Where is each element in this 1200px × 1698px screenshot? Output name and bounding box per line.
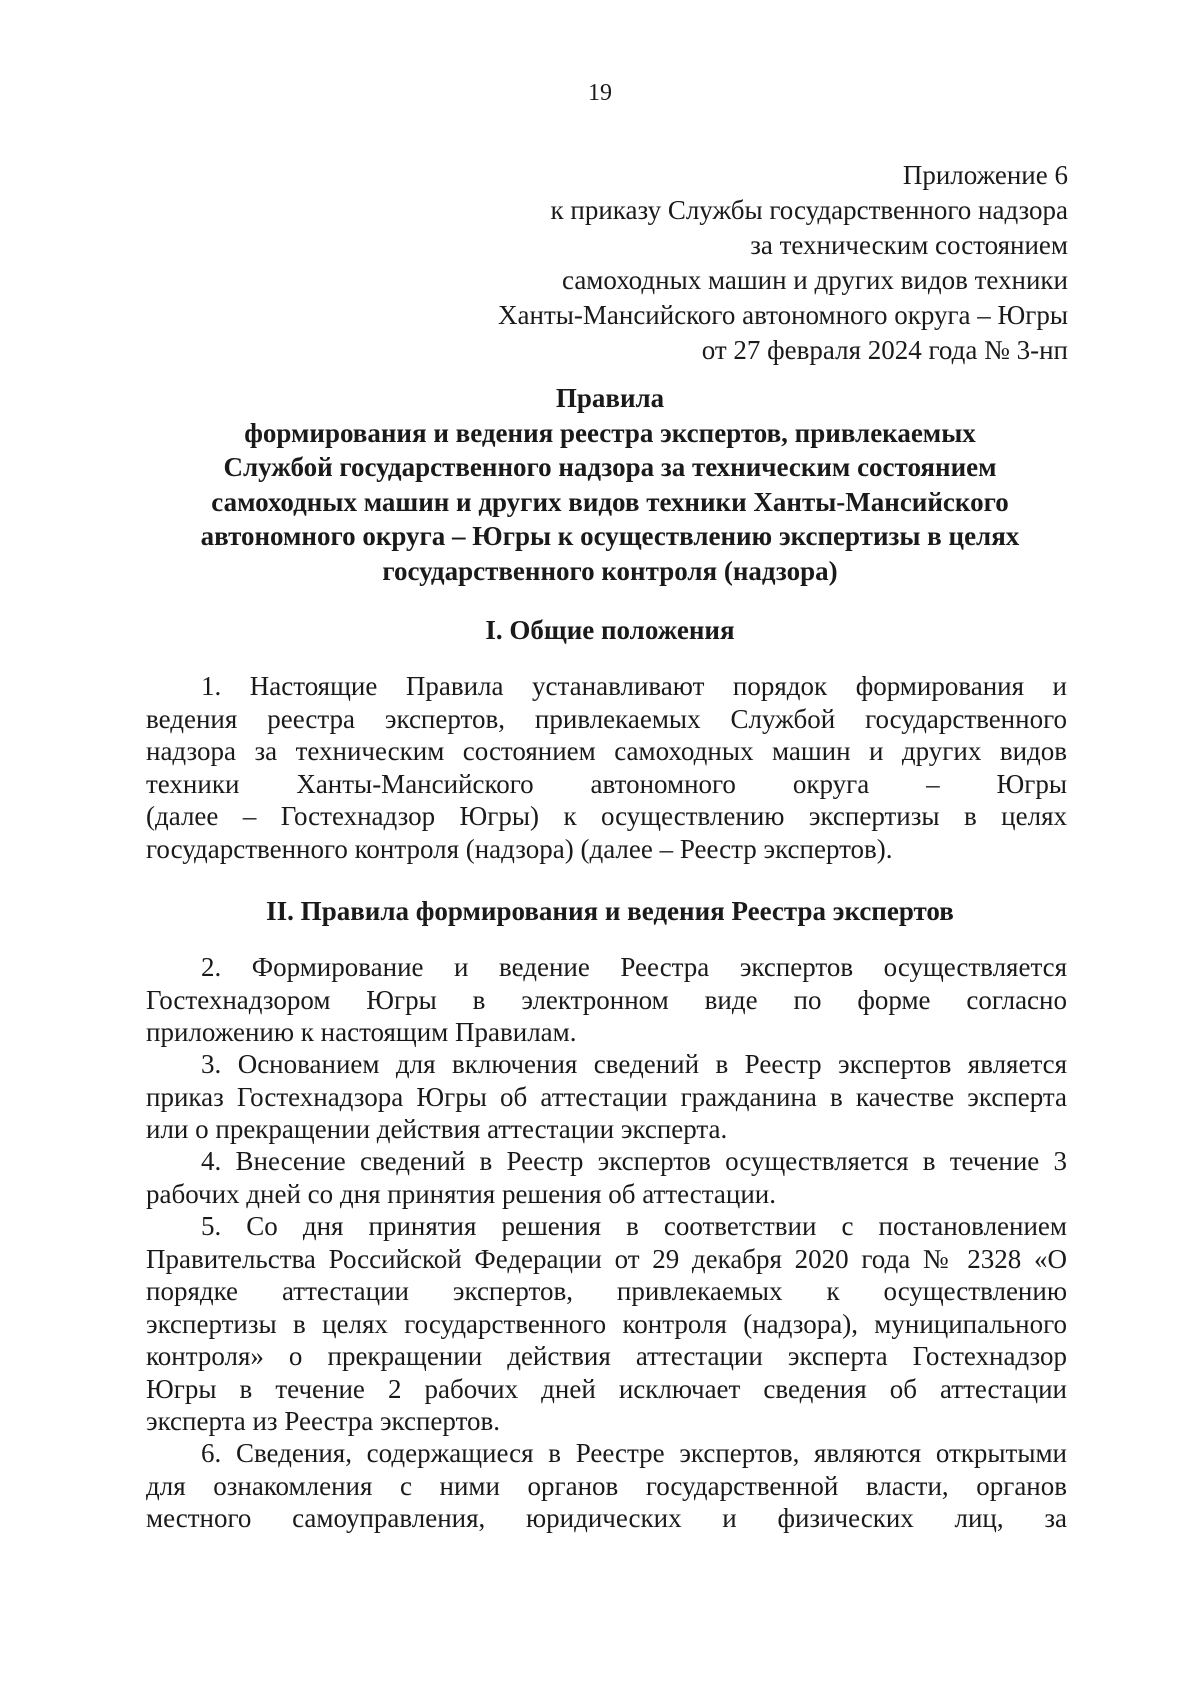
text-line: 1. Настоящие Правила устанавливают порядок формирования и — [201, 671, 1067, 701]
text-line: 6. Сведения, содержащиеся в Реестре экспертов, являются открытыми — [201, 1438, 1067, 1468]
text-line: надзора за техническим состоянием самоходных машин и других видов — [146, 736, 1067, 766]
text-line: контроля» о прекращении действия аттестации эксперта Гостехнадзор — [146, 1341, 1067, 1371]
text-line: или о прекращении действия аттестации эксперта. — [146, 1114, 728, 1144]
title-line: формирования и ведения реестра экспертов, привлекаемых — [244, 417, 976, 448]
paragraph-2 — [146, 951, 1067, 1049]
title-line: самоходных машин и других видов техники Ханты-Мансийского — [211, 486, 1009, 517]
title-line: Службой государственного надзора за техническим состоянием — [223, 452, 997, 482]
text-line: (далее – Гостехнадзор Югры) к осуществлению экспертизы в целях — [146, 801, 1067, 831]
paragraph-5 — [146, 1210, 1067, 1438]
text-line: государственного контроля (надзора) (далее – Реестр экспертов). — [146, 833, 893, 864]
paragraph-6 — [146, 1437, 1067, 1535]
appendix-line: к приказу Службы государственного надзора — [550, 195, 1068, 225]
text-line: для ознакомления с ними органов государственной власти, органов — [146, 1470, 1067, 1501]
text-line: порядке аттестации экспертов, привлекаемых к осуществлению — [146, 1276, 1067, 1306]
text-line: 4. Внесение сведений в Реестр экспертов осуществляется в течение 3 — [201, 1146, 1067, 1176]
text-line: 3. Основанием для включения сведений в Реестр экспертов является — [201, 1049, 1067, 1079]
text-line: местного самоуправления, юридических и физических лиц, за — [146, 1503, 1067, 1533]
paragraph-1 — [146, 670, 1067, 865]
text-line: Югры в течение 2 рабочих дней исключает сведения об аттестации — [146, 1373, 1067, 1404]
text-line: 5. Со дня принятия решения в соответствии с постановлением — [201, 1211, 1067, 1241]
section-heading-general: I. Общие положения — [485, 615, 735, 645]
text-line: приказ Гостехнадзора Югры об аттестации гражданина в качестве эксперта — [146, 1081, 1067, 1112]
document-title — [150, 381, 1070, 588]
title-line: Правила — [555, 383, 665, 413]
appendix-line: Приложение 6 — [902, 160, 1068, 190]
paragraph-4 — [146, 1145, 1067, 1210]
title-line: государственного контроля (надзора) — [382, 555, 838, 586]
page-number: 19 — [588, 80, 612, 106]
text-line: Гостехнадзором Югры в электронном виде по форме согласно — [146, 984, 1067, 1015]
text-line: рабочих дней со дня принятия решения об аттестации. — [146, 1178, 776, 1209]
text-line: 2. Формирование и ведение Реестра экспертов осуществляется — [201, 952, 1067, 982]
text-line: техники Ханты-Мансийского автономного округа – Югры — [146, 768, 1067, 799]
appendix-line: Ханты-Мансийского автономного округа – Югры — [498, 300, 1068, 330]
text-line: экспертизы в целях государственного контроля (надзора), муниципального — [146, 1308, 1067, 1339]
paragraph-3 — [146, 1048, 1067, 1146]
title-line: автономного округа – Югры к осуществлению экспертизы в целях — [200, 521, 1020, 551]
appendix-line: от 27 февраля 2024 года № 3-нп — [701, 335, 1068, 365]
text-line: приложению к настоящим Правилам. — [146, 1017, 577, 1047]
section-heading-rules: II. Правила формирования и ведения Реестра экспертов — [266, 896, 954, 926]
text-line: Правительства Российской Федерации от 29 декабря 2020 года № 2328 «О — [146, 1243, 1067, 1274]
text-line: эксперта из Реестра экспертов. — [146, 1406, 501, 1436]
appendix-line: за техническим состоянием — [750, 230, 1068, 260]
appendix-block — [368, 158, 1068, 368]
appendix-line: самоходных машин и других видов техники — [562, 265, 1068, 295]
text-line: ведения реестра экспертов, привлекаемых Службой государственного — [146, 703, 1067, 734]
